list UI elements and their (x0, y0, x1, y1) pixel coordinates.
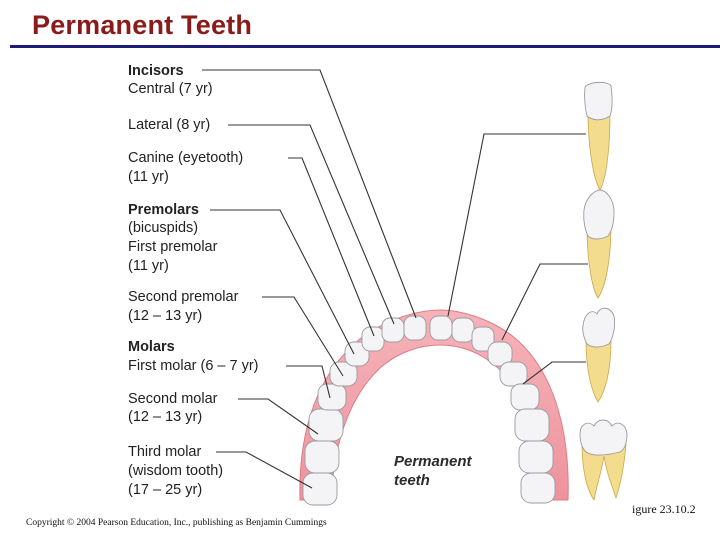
label-first-premolar-age: (11 yr) (128, 258, 169, 274)
label-first-premolar: First premolar (128, 239, 218, 255)
label-second-premolar-age: (12 – 13 yr) (128, 308, 203, 324)
label-premolars: Premolars (128, 202, 199, 218)
label-canine-age: (11 yr) (128, 169, 169, 185)
label-molars: Molars (128, 339, 175, 355)
page-title: Permanent Teeth (32, 10, 253, 40)
label-bicuspids: (bicuspids) (128, 220, 199, 236)
label-lateral: Lateral (8 yr) (128, 117, 211, 133)
label-second-molar-age: (12 – 13 yr) (128, 409, 203, 425)
molar-illustration (580, 420, 627, 500)
copyright-notice: Copyright © 2004 Pearson Education, Inc., publishing as Benjamin Cummings (26, 518, 327, 528)
label-third-molar: Third molar (128, 444, 202, 460)
label-incisors: Incisors (128, 63, 184, 79)
label-second-premolar: Second premolar (128, 289, 239, 305)
caption-permanent: Permanent (394, 453, 472, 470)
label-third-molar-age: (17 – 25 yr) (128, 482, 203, 498)
label-first-molar: First molar (6 – 7 yr) (128, 358, 259, 374)
label-second-molar: Second molar (128, 391, 218, 407)
label-central: Central (7 yr) (128, 81, 213, 97)
incisor-illustration (585, 82, 612, 190)
label-wisdom-tooth: (wisdom tooth) (128, 463, 224, 479)
canine-illustration (584, 190, 614, 298)
figure-reference: igure 23.10.2 (632, 502, 696, 516)
premolar-illustration (583, 308, 615, 402)
label-canine: Canine (eyetooth) (128, 150, 244, 166)
caption-teeth: teeth (394, 472, 430, 489)
